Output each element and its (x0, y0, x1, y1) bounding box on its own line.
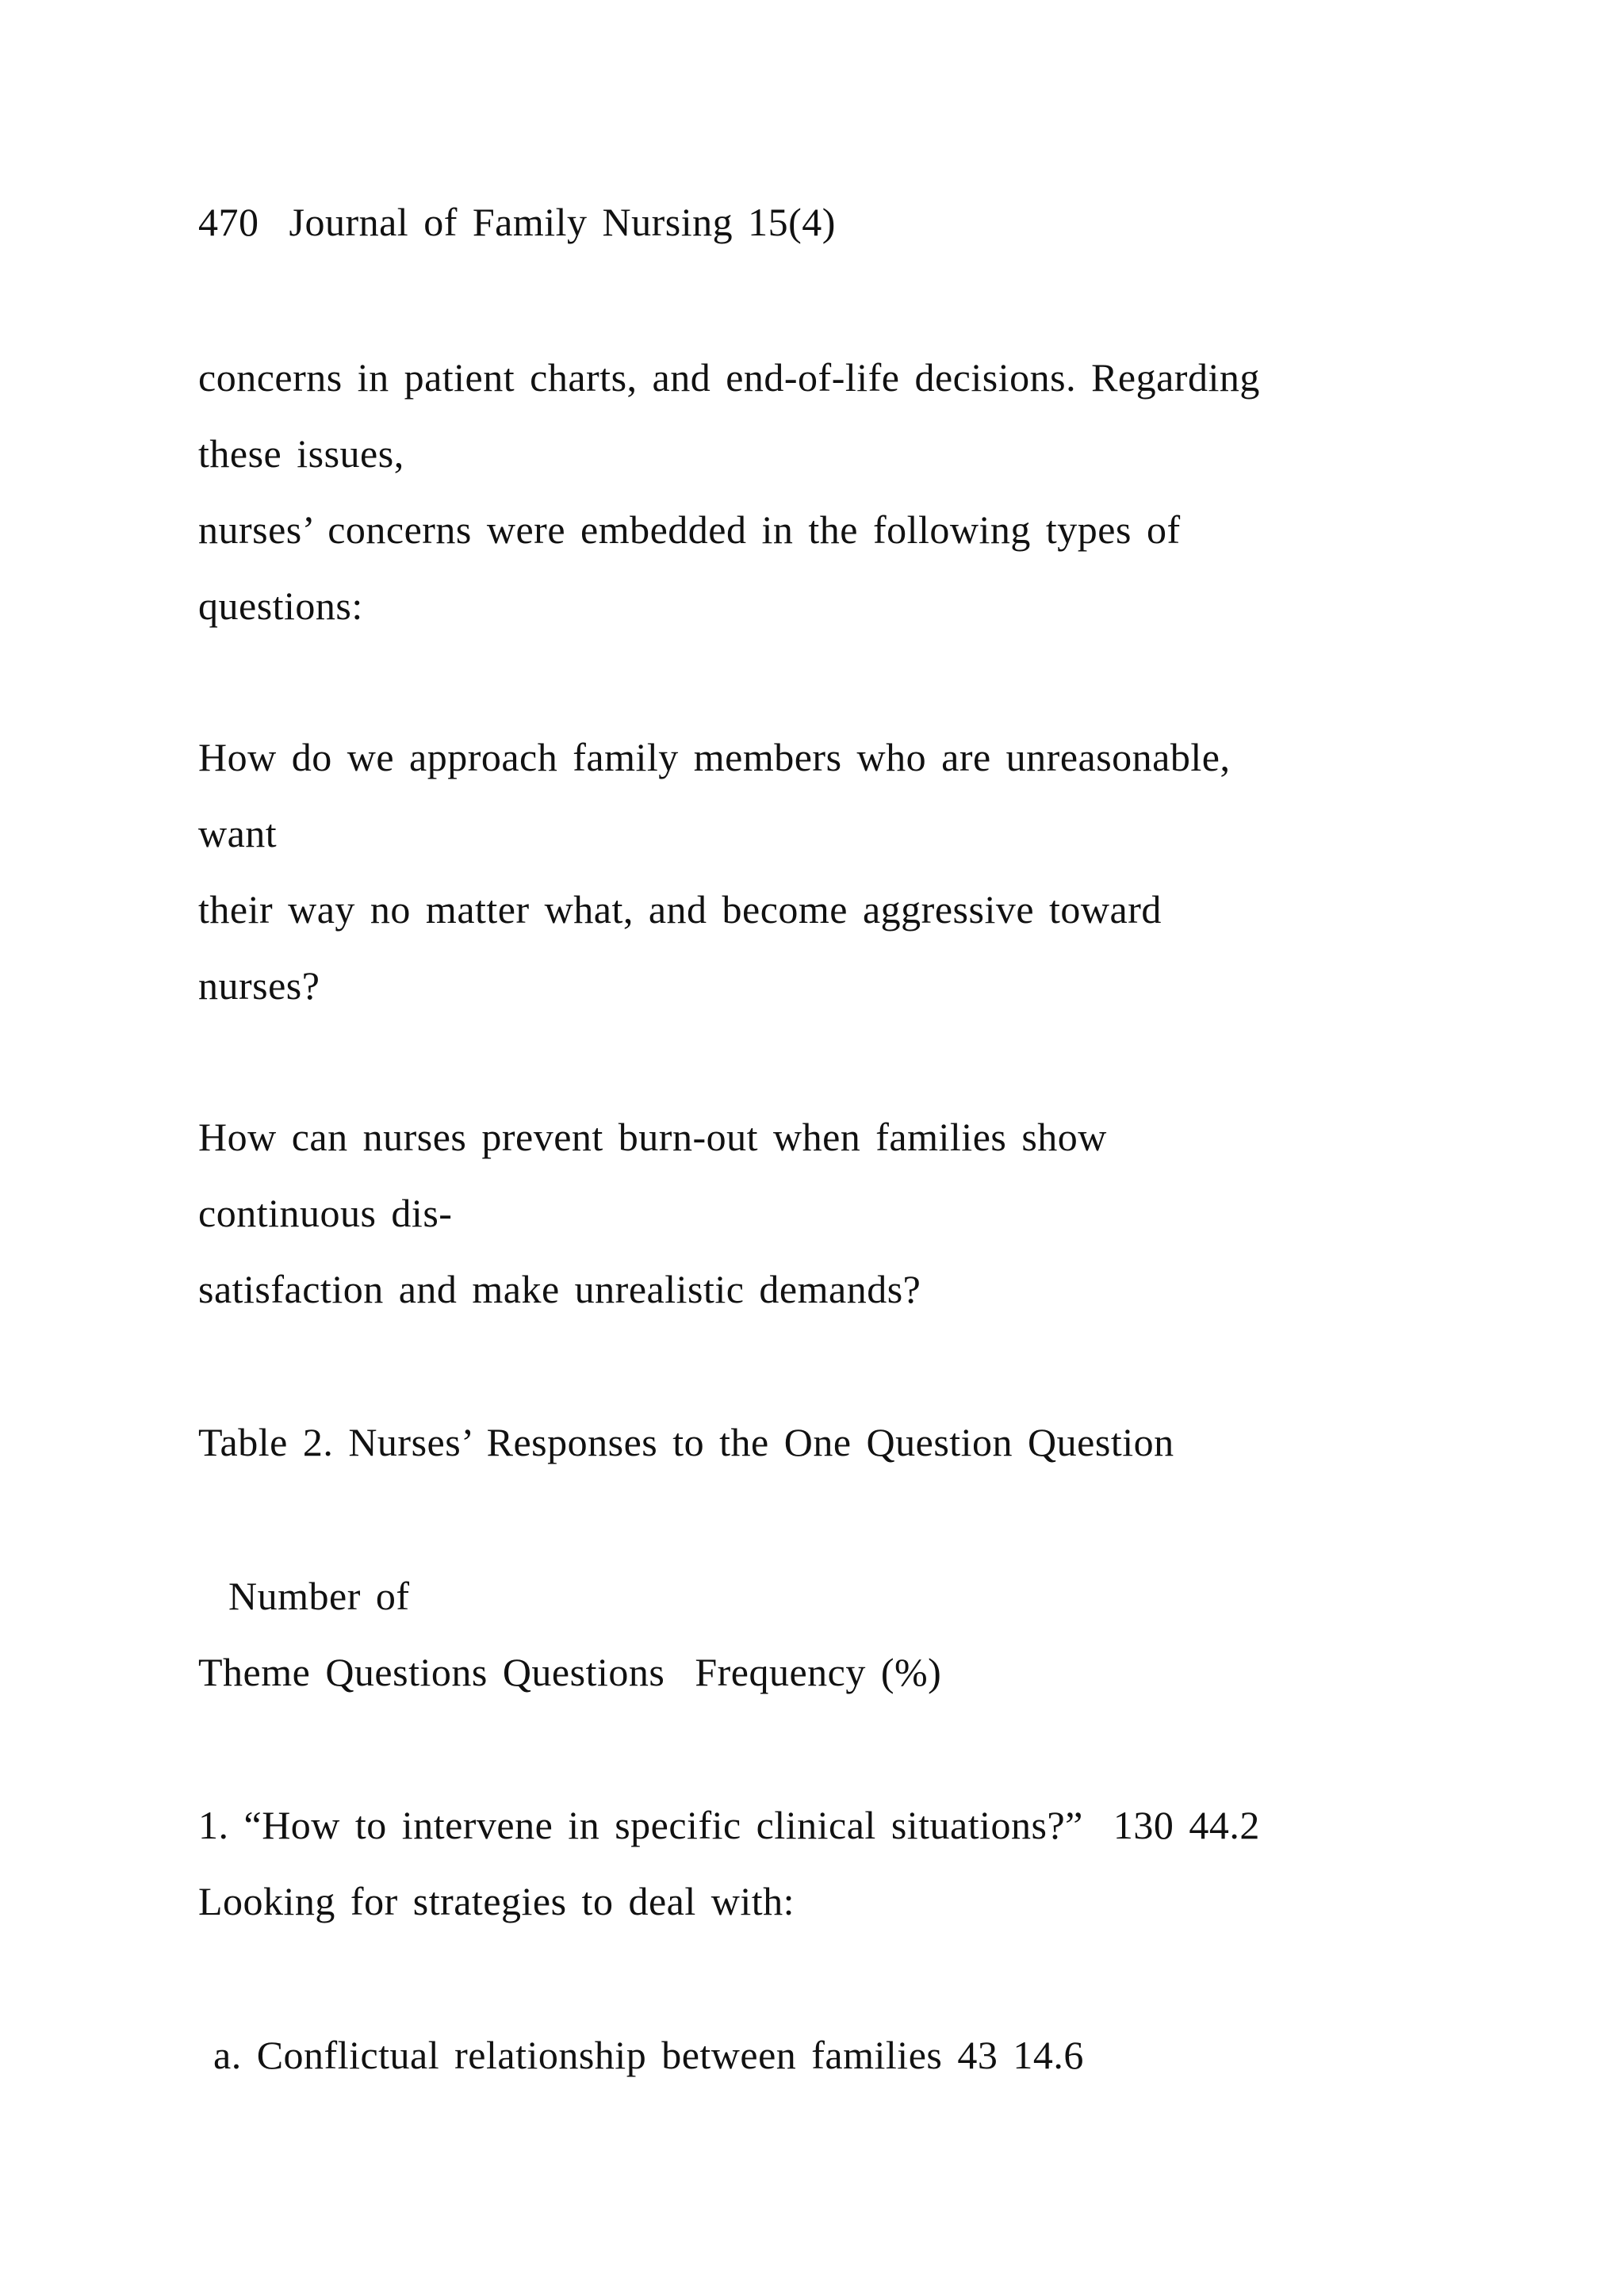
table-row-subheading: Looking for strategies to deal with: (198, 1879, 795, 1923)
paragraph-line: concerns in patient charts, and end-of-life decisions. Regarding (198, 355, 1260, 400)
question-line: How can nurses prevent burn-out when families show (198, 1115, 1107, 1159)
paragraph-line: these issues, (198, 431, 404, 476)
question-line: How do we approach family members who are unreasonable, (198, 735, 1231, 779)
table-header-line: Number of (198, 1574, 410, 1618)
question-line: their way no matter what, and become aggressive toward (198, 887, 1162, 932)
paragraph-line: nurses’ concerns were embedded in the following types of (198, 507, 1181, 552)
question-line: nurses? (198, 963, 320, 1008)
question-line: satisfaction and make unrealistic demands? (198, 1267, 921, 1311)
question-line: continuous dis- (198, 1191, 453, 1235)
question-line: want (198, 811, 278, 855)
table-row: 1. “How to intervene in specific clinical situations?” 130 44.2 (198, 1803, 1260, 1847)
running-head: 470 Journal of Family Nursing 15(4) (198, 200, 836, 244)
table-header-line: Theme Questions Questions Frequency (%) (198, 1650, 942, 1694)
table-row: a. Conflictual relationship between families 43 14.6 (198, 2033, 1084, 2077)
paragraph-line: questions: (198, 584, 363, 628)
table-caption: Table 2. Nurses’ Responses to the One Question Question (198, 1420, 1174, 1464)
